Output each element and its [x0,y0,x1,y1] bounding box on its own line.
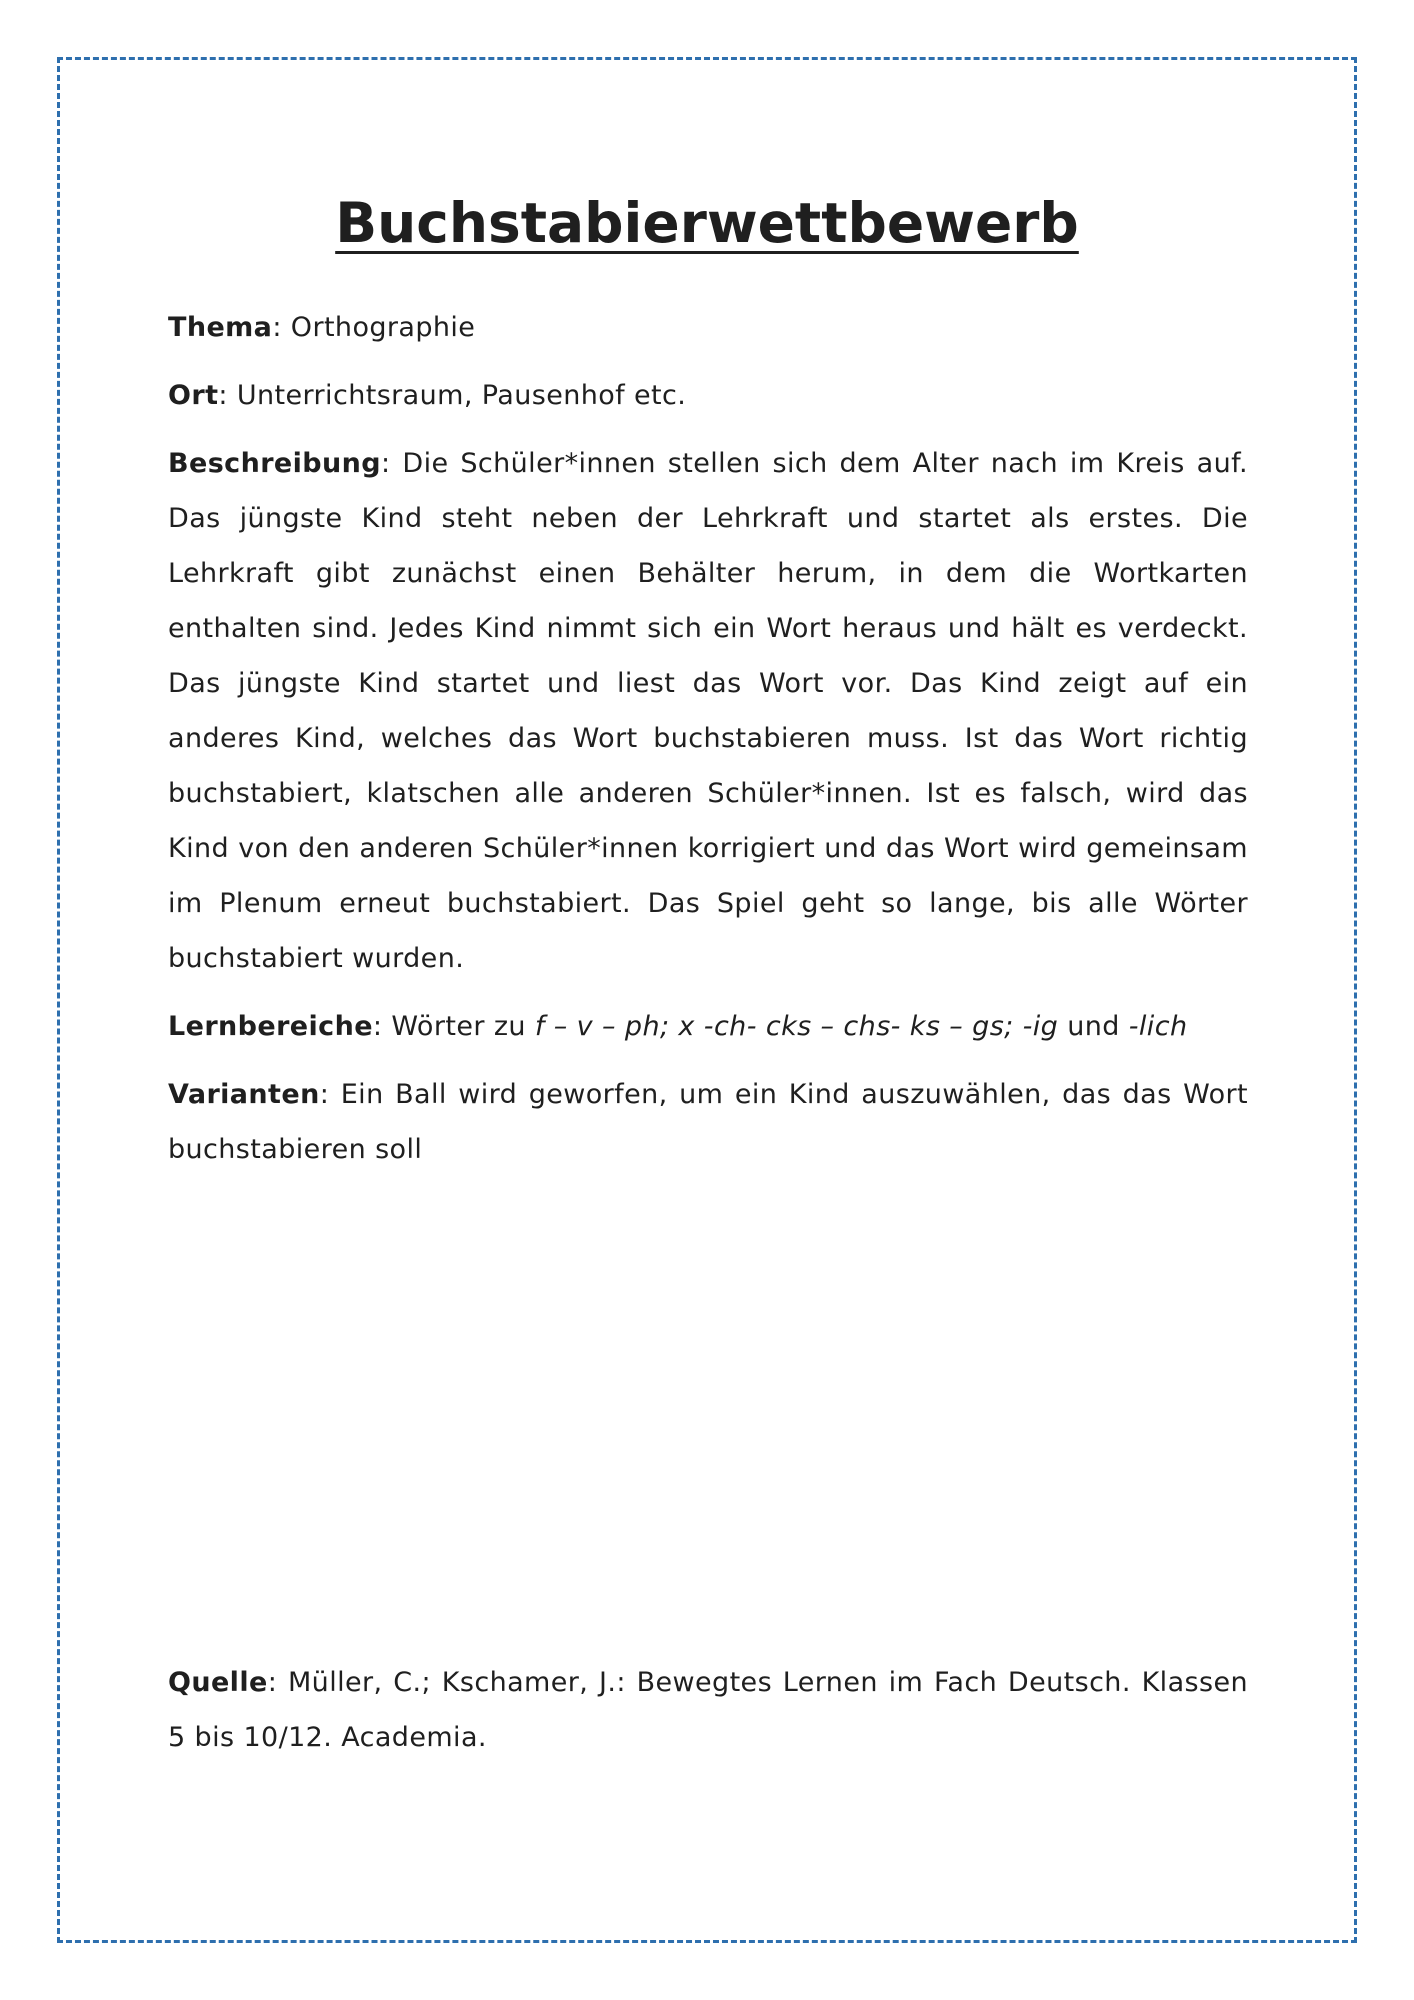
beschreibung-row: Beschreibung: Die Schüler*innen stellen sich dem Alter nach im Kreis auf. Das jüngste Kind steht neben der Lehrkraft und startet als erstes. Die Lehrkraft gibt zunächst einen Behälter herum, in dem die Wortkarten enthalten sind. Jedes Kind nimmt sich ein Wort heraus und hält es verdeckt. Das jüngste Kind startet und liest das Wort vor. Das Kind zeigt auf ein anderes Kind, welches das Wort buchstabieren muss. Ist das Wort richtig buchstabiert, klatschen alle anderen Schüler*innen. Ist es falsch, wird das Kind von den anderen Schüler*innen korrigiert und das Wort wird gemeinsam im Plenum erneut buchstabiert. Das Spiel geht so lange, bis alle Wörter buchstabiert wurden. [168,448,1249,974]
beschreibung-value: Die Schüler*innen stellen sich dem Alter nach im Kreis auf. Das jüngste Kind steht neben der Lehrkraft und startet als erstes. Die Lehrkraft gibt zunächst einen Behälter herum, in dem die Wortkarten enthalten sind. Jedes Kind nimmt sich ein Wort heraus und hält es verdeckt. Das jüngste Kind startet und liest das Wort vor. Das Kind zeigt auf ein anderes Kind, welches das Wort buchstabieren muss. Ist das Wort richtig buchstabiert, klatschen alle anderen Schüler*innen. Ist es falsch, wird das Kind von den anderen Schüler*innen korrigiert und das Wort wird gemeinsam im Plenum erneut buchstabiert. Das Spiel geht so lange, bis alle Wörter buchstabiert wurden. [168,448,1249,974]
varianten-label: Varianten [168,1079,320,1110]
thema-label: Thema [168,312,273,343]
lernbereiche-row: Lernbereiche: Wörter zu f – v – ph; x -ch- cks – chs- ks – gs; -ig und -lich [168,1011,1188,1042]
thema-row: Thema: Orthographie [168,312,476,343]
quelle-row: Quelle: Müller, C.; Kschamer, J.: Bewegtes Lernen im Fach Deutsch. Klassen 5 bis 10/12. Academia. [168,1667,1248,1753]
varianten-row: Varianten: Ein Ball wird geworfen, um ein Kind auszuwählen, das das Wort buchstabieren soll [168,1079,1249,1165]
thema-value: Orthographie [290,312,476,343]
quelle-label: Quelle [168,1667,268,1698]
lernbereiche-label: Lernbereiche [168,1011,373,1042]
quelle-value: Müller, C.; Kschamer, J.: Bewegtes Lernen im Fach Deutsch. Klassen 5 bis 10/12. Academia. [168,1667,1248,1753]
ort-row: Ort: Unterrichtsraum, Pausenhof etc. [168,380,687,411]
page-title [0,188,1414,258]
ort-label: Ort [168,380,219,411]
lernbereiche-items: f – v – ph; x -ch- cks – chs- ks – gs; -ig [534,1011,1059,1042]
lernbereiche-connector: und [1058,1011,1129,1042]
lernbereiche-prefix: Wörter zu [391,1011,535,1042]
beschreibung-label: Beschreibung [168,448,381,479]
page-title-text: Buchstabierwettbewerb [335,191,1079,255]
document-body [168,300,1248,1190]
varianten-value: Ein Ball wird geworfen, um ein Kind auszuwählen, das das Wort buchstabieren soll [168,1079,1249,1165]
ort-value: Unterrichtsraum, Pausenhof etc. [236,380,687,411]
lernbereiche-last: -lich [1128,1011,1188,1042]
